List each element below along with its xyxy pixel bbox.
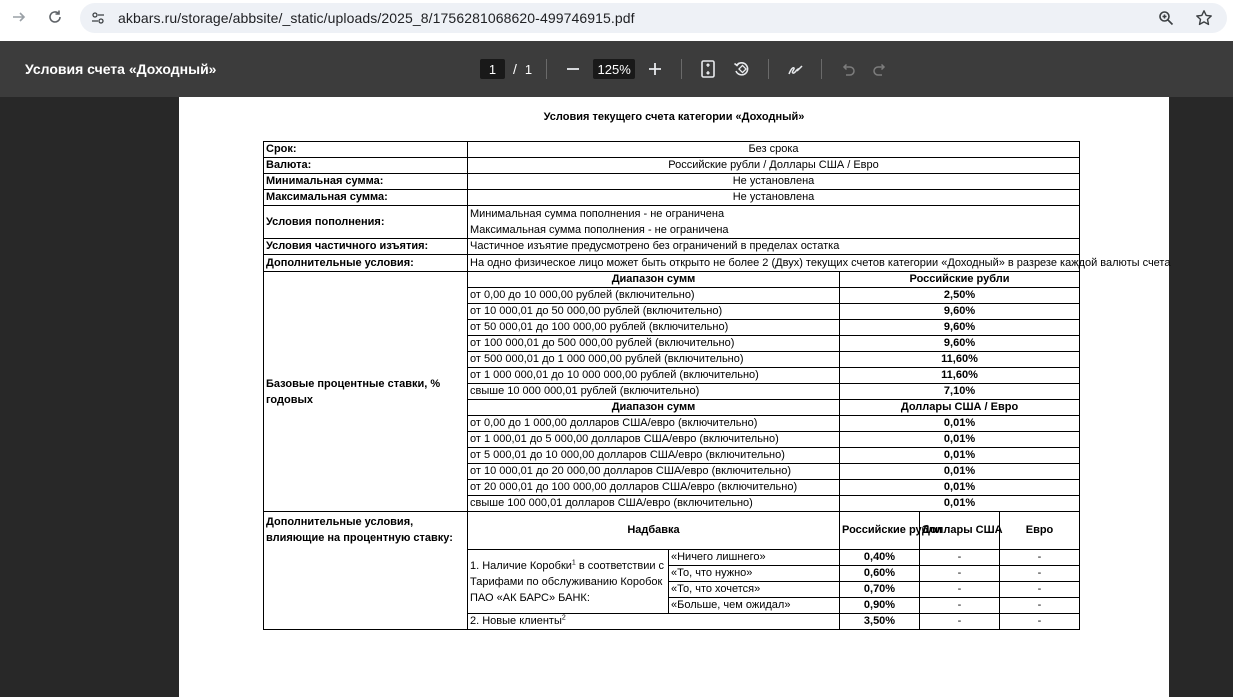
row-label: Условия частичного изъятия: (264, 239, 468, 255)
row-value: Без срока (468, 142, 1080, 158)
row-value: На одно физическое лицо может быть открыто не более 2 (Двух) текущих счетов категории «Доходный» в разрезе каждой валюты счета (468, 255, 1080, 272)
reload-button[interactable] (41, 3, 69, 31)
row-value (468, 206, 1080, 239)
toolbar-divider (546, 59, 547, 79)
row-value: Не установлена (468, 174, 1080, 190)
redo-button[interactable] (868, 57, 892, 81)
fit-page-icon (700, 60, 716, 78)
forward-button[interactable] (5, 3, 33, 31)
rate-value: 0,01% (840, 416, 1080, 432)
box-eur: - (1000, 566, 1080, 582)
table-row (264, 272, 1080, 288)
table-row (264, 142, 1080, 158)
rate-range: от 10 000,01 до 50 000,00 рублей (включительно) (468, 304, 840, 320)
rate-value: 9,60% (840, 304, 1080, 320)
page-total: 1 (524, 61, 533, 77)
rate-range: от 0,00 до 1 000,00 долларов США/евро (включительно) (468, 416, 840, 432)
table-row (264, 239, 1080, 255)
rate-range: свыше 100 000,01 долларов США/евро (включительно) (468, 496, 840, 512)
box-usd: - (920, 582, 1000, 598)
table-row (264, 512, 1080, 550)
rate-value: 11,60% (840, 352, 1080, 368)
rate-range: от 20 000,01 до 100 000,00 долларов США/евро (включительно) (468, 480, 840, 496)
document-title: Условия текущего счета категории «Доходный» (543, 111, 805, 123)
bonus-header: Надбавка (468, 512, 840, 550)
row-label: Базовые процентные ставки, % годовых (264, 272, 468, 512)
table-row (264, 174, 1080, 190)
box-usd: - (920, 598, 1000, 614)
new-clients-usd: - (920, 614, 1000, 630)
box-name: «Больше, чем ожидал» (669, 598, 840, 614)
row-value: Частичное изъятие предусмотрено без ограничений в пределах остатка (468, 239, 1080, 255)
toolbar-divider (821, 59, 822, 79)
arrow-right-icon (11, 9, 27, 25)
table-row (264, 158, 1080, 174)
rate-range: свыше 10 000 000,01 рублей (включительно) (468, 384, 840, 400)
row-label: Срок: (264, 142, 468, 158)
rate-range: от 5 000,01 до 10 000,00 долларов США/евро (включительно) (468, 448, 840, 464)
rate-value: 11,60% (840, 368, 1080, 384)
fit-page-button[interactable] (696, 57, 720, 81)
site-info-button[interactable] (88, 8, 108, 28)
box-usd: - (920, 566, 1000, 582)
rate-value: 9,60% (840, 320, 1080, 336)
toolbar-divider (768, 59, 769, 79)
replenish-min: Минимальная сумма пополнения - не ограничена (470, 208, 725, 220)
minus-icon (566, 62, 580, 76)
row-label: Минимальная сумма: (264, 174, 468, 190)
box-rub: 0,60% (840, 566, 920, 582)
undo-icon (840, 61, 856, 77)
box-condition: 1. Наличие Коробки$^1$ в соответствии с Тарифами по обслуживанию Коробок ПАО «АК БАРС» БАНК: (468, 550, 669, 614)
undo-button[interactable] (836, 57, 860, 81)
bonus-header-usd: Доллары США (920, 512, 1000, 550)
rate-value: 0,01% (840, 432, 1080, 448)
rate-header-range: Диапазон сумм (468, 400, 840, 416)
row-label: Валюта: (264, 158, 468, 174)
rate-range: от 0,00 до 10 000,00 рублей (включительно) (468, 288, 840, 304)
rate-header-currency: Российские рубли (840, 272, 1080, 288)
rate-value: 0,01% (840, 480, 1080, 496)
zoom-input[interactable]: 125% (593, 59, 635, 79)
pdf-toolbar (0, 41, 1233, 97)
page-number-input[interactable]: 1 (480, 59, 505, 79)
redo-icon (872, 61, 888, 77)
conditions-table (263, 141, 1171, 630)
pen-icon (786, 60, 804, 78)
rate-value: 7,10% (840, 384, 1080, 400)
pdf-title: Условия счета «Доходный» (25, 61, 217, 77)
new-clients-eur: - (1000, 614, 1080, 630)
rate-value: 0,01% (840, 496, 1080, 512)
tune-icon (91, 11, 105, 25)
url-text[interactable]: akbars.ru/storage/abbsite/_static/uploads/2025_8/1756281068620-499746915.pdf (118, 10, 635, 26)
zoom-in-button[interactable] (643, 57, 667, 81)
box-eur: - (1000, 550, 1080, 566)
rate-range: от 100 000,01 до 500 000,00 рублей (включительно) (468, 336, 840, 352)
box-usd: - (920, 550, 1000, 566)
box-rub: 0,90% (840, 598, 920, 614)
browser-address-bar (0, 0, 1233, 41)
table-row (264, 206, 1080, 239)
address-field[interactable] (80, 3, 1227, 33)
table-row (264, 190, 1080, 206)
zoom-out-button[interactable] (561, 57, 585, 81)
new-clients-condition: 2. Новые клиенты$^2$ (468, 614, 840, 630)
rate-range: от 10 000,01 до 20 000,00 долларов США/евро (включительно) (468, 464, 840, 480)
rate-value: 2,50% (840, 288, 1080, 304)
toolbar-divider (681, 59, 682, 79)
row-value: Не установлена (468, 190, 1080, 206)
row-label: Дополнительные условия, влияющие на процентную ставку: (264, 512, 468, 630)
box-eur: - (1000, 582, 1080, 598)
rate-range: от 1 000,01 до 5 000,00 долларов США/евро (включительно) (468, 432, 840, 448)
box-rub: 0,40% (840, 550, 920, 566)
bonus-header-rub: Российские рубли (840, 512, 920, 550)
box-name: «Ничего лишнего» (669, 550, 840, 566)
rate-value: 9,60% (840, 336, 1080, 352)
row-label: Условия пополнения: (264, 206, 468, 239)
star-icon[interactable] (1193, 7, 1215, 29)
row-value: Российские рубли / Доллары США / Евро (468, 158, 1080, 174)
table-row (264, 255, 1080, 272)
rate-range: от 1 000 000,01 до 10 000 000,00 рублей (включительно) (468, 368, 840, 384)
page-separator: / (513, 61, 517, 77)
pdf-controls (480, 57, 892, 81)
annotate-button[interactable] (783, 57, 807, 81)
rotate-button[interactable] (730, 57, 754, 81)
replenish-max: Максимальная сумма пополнения - не ограничена (470, 224, 729, 236)
new-clients-rub: 3,50% (840, 614, 920, 630)
rate-value: 0,01% (840, 448, 1080, 464)
pdf-page (179, 97, 1169, 697)
plus-icon (648, 62, 662, 76)
rate-header-range: Диапазон сумм (468, 272, 840, 288)
box-eur: - (1000, 598, 1080, 614)
row-label: Дополнительные условия: (264, 255, 468, 272)
box-rub: 0,70% (840, 582, 920, 598)
rate-range: от 50 000,01 до 100 000,00 рублей (включительно) (468, 320, 840, 336)
row-label: Максимальная сумма: (264, 190, 468, 206)
rotate-icon (733, 60, 751, 78)
pdf-viewer[interactable] (0, 97, 1233, 657)
box-name: «То, что нужно» (669, 566, 840, 582)
box-name: «То, что хочется» (669, 582, 840, 598)
reload-icon (47, 9, 63, 25)
zoom-icon[interactable] (1155, 7, 1177, 29)
rate-header-currency: Доллары США / Евро (840, 400, 1080, 416)
bonus-header-eur: Евро (1000, 512, 1080, 550)
rate-range: от 500 000,01 до 1 000 000,00 рублей (включительно) (468, 352, 840, 368)
rate-value: 0,01% (840, 464, 1080, 480)
